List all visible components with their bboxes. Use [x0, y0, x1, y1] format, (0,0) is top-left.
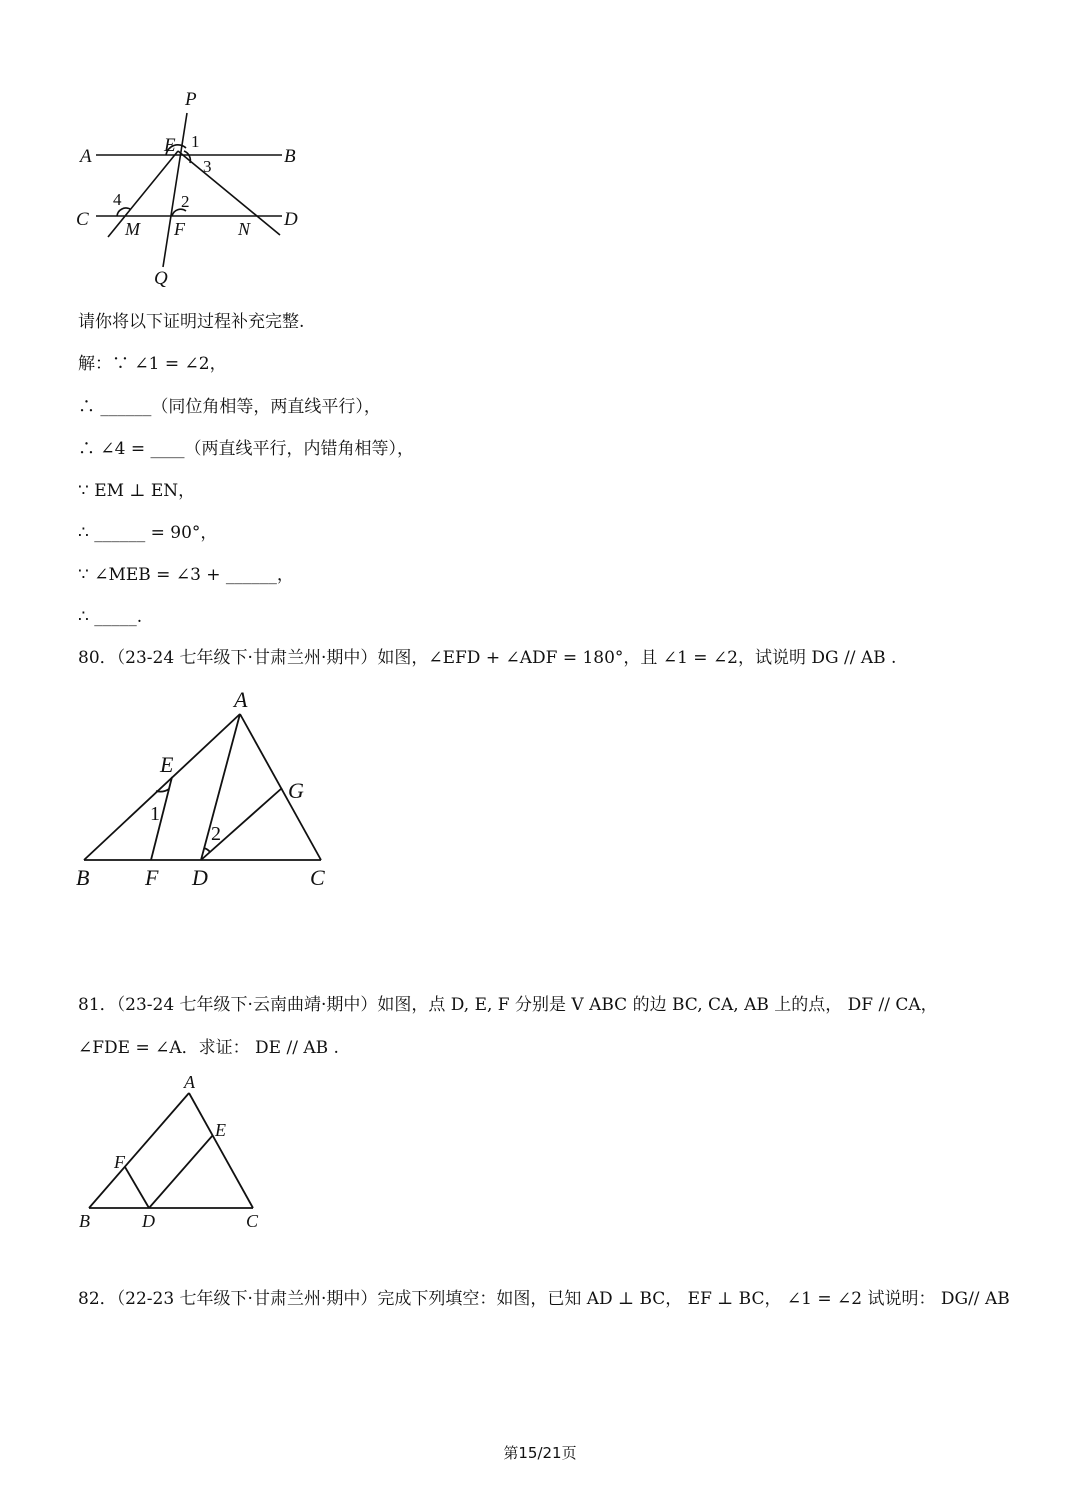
- label-B: B: [79, 1211, 90, 1231]
- label-D: D: [142, 1211, 155, 1231]
- label-3: 3: [203, 157, 212, 176]
- proof-line: ∵ ∠MEB = ∠3 + ______，: [78, 565, 294, 585]
- label-C: C: [246, 1211, 259, 1231]
- question-82: 82．（22-23 七年级下·甘肃兰州·期中）完成下列填空：如图，已知 AD ⊥ BC， EF ⊥ BC， ∠1 = ∠2 试说明： DG// AB: [78, 1289, 1010, 1309]
- label-1: 1: [150, 803, 160, 825]
- figure-parallel-lines: [70, 85, 320, 295]
- label-2: 2: [181, 192, 190, 211]
- label-C: C: [76, 209, 89, 230]
- label-A: A: [184, 1072, 195, 1092]
- label-D: D: [192, 865, 208, 890]
- line-EN: [178, 151, 280, 235]
- label-D: D: [284, 209, 298, 230]
- proof-intro: 请你将以下证明过程补充完整.: [78, 312, 305, 332]
- proof-line: 解：∵ ∠1 = ∠2，: [78, 354, 227, 374]
- label-B: B: [284, 146, 296, 167]
- label-F: F: [114, 1152, 125, 1172]
- figure-q81-triangle: [70, 1068, 280, 1238]
- label-F: F: [174, 219, 185, 239]
- label-C: C: [310, 865, 325, 890]
- label-N: N: [238, 219, 251, 239]
- label-B: B: [76, 865, 90, 890]
- label-2: 2: [211, 823, 221, 845]
- segment-DE: [149, 1135, 213, 1208]
- label-1: 1: [191, 132, 200, 151]
- label-E: E: [164, 135, 176, 156]
- proof-line: ∵ EM ⊥ EN，: [78, 481, 196, 501]
- label-G: G: [288, 778, 304, 803]
- page-number: 第15/21页: [503, 1444, 577, 1462]
- figure-q80-triangle: [70, 680, 350, 895]
- label-F: F: [145, 865, 159, 890]
- label-M: M: [125, 219, 140, 239]
- question-81-line2: ∠FDE = ∠A．求证： DE // AB .: [78, 1038, 339, 1058]
- angle-arc-2: [204, 848, 210, 852]
- proof-line: ∴ ______（同位角相等，两直线平行），: [78, 397, 381, 417]
- label-Q: Q: [154, 268, 168, 289]
- label-P: P: [185, 89, 197, 110]
- label-E: E: [215, 1120, 226, 1140]
- segment-FD: [125, 1167, 149, 1208]
- label-E: E: [160, 752, 174, 777]
- proof-line: ∴ _____.: [78, 607, 143, 627]
- proof-line: ∴ ______ = 90°，: [78, 523, 218, 543]
- question-80: 80．（23-24 七年级下·甘肃兰州·期中）如图，∠EFD + ∠ADF = 180°，且 ∠1 = ∠2，试说明 DG // AB .: [78, 648, 897, 668]
- label-4: 4: [113, 190, 122, 209]
- question-81-line1: 81．（23-24 七年级下·云南曲靖·期中）如图，点 D, E, F 分别是 V ABC 的边 BC, CA, AB 上的点， DF // CA，: [78, 995, 938, 1015]
- label-A: A: [80, 146, 92, 167]
- label-A: A: [234, 687, 248, 712]
- side-AC: [240, 714, 321, 860]
- proof-line: ∴ ∠4 = ____（两直线平行，内错角相等），: [78, 439, 415, 459]
